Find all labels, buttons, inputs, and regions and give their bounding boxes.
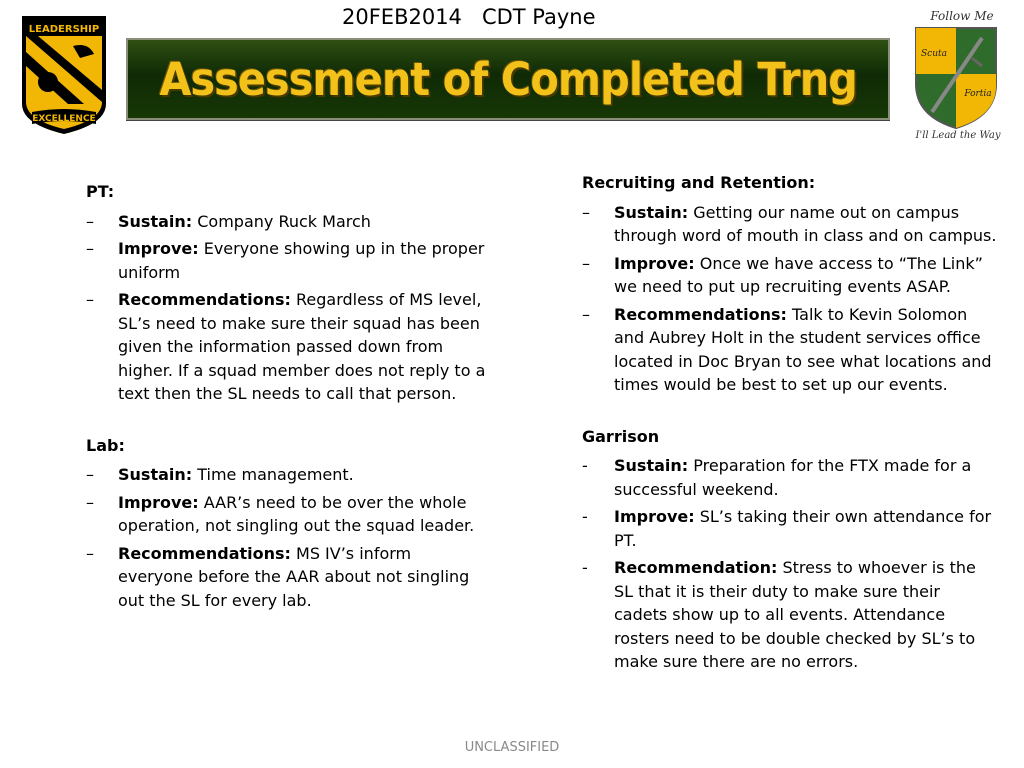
dash-bullet: – (582, 253, 590, 273)
item-text: Once we have access to “The Link” we need to put up recruiting events ASAP. (614, 253, 983, 296)
item-label: Recommendation: (614, 558, 778, 577)
item-text: Time management. (192, 465, 354, 484)
item-label: Improve: (614, 253, 695, 273)
item-text: Regardless of MS level, SL’s need to make sure their squad has been given the information passed down from higher. If a squad member does not reply to a text then the SL needs to call that person. (118, 290, 486, 403)
right-column (582, 171, 998, 678)
lab-section-title: Lab: (86, 435, 125, 455)
list-item (582, 454, 998, 501)
recruiting-section-title: Recruiting and Retention: (582, 173, 816, 192)
item-text: Everyone showing up in the proper uniform (118, 239, 485, 282)
item-text: Getting our name out on campus through word of mouth in class and on campus. (614, 202, 997, 245)
dash-bullet: – (86, 239, 94, 258)
list-item (86, 237, 491, 284)
item-label: Sustain: (118, 465, 193, 484)
item-text: SL’s taking their own attendance for PT. (614, 507, 992, 550)
item-label: Recommendations: (118, 543, 291, 563)
item-label: Improve: (118, 239, 199, 258)
dash-bullet: – (86, 492, 94, 512)
item-text: Company Ruck March (192, 211, 371, 231)
list-item (86, 288, 491, 406)
date-author-heading: 20FEB2014 CDT Payne (342, 5, 596, 29)
garrison-section-title: Garrison (582, 426, 660, 446)
item-label: Sustain: (614, 456, 689, 475)
title-banner (126, 38, 890, 120)
dash-bullet: – (86, 465, 94, 484)
item-text: Stress to whoever is the SL that it is their duty to make sure their cadets show up to all events. Attendance rosters need to be double checked by SL’s to make sure there are no errors. (614, 558, 976, 671)
list-item (582, 556, 998, 674)
list-item (86, 210, 491, 234)
logo-right-bottom-text: I'll Lead the Way (915, 130, 1001, 141)
follow-me-shield-logo (902, 4, 1010, 146)
left-column (86, 180, 491, 616)
item-label: Recommendations: (614, 304, 787, 324)
classification-footer: UNCLASSIFIED (464, 740, 560, 755)
item-label: Recommendations: (118, 290, 291, 309)
item-text: MS IV’s inform everyone before the AAR about not singling out the SL for every lab. (118, 543, 470, 610)
list-item (582, 201, 998, 248)
item-label: Sustain: (614, 202, 689, 222)
page-title: Assessment of Completed Trng (159, 52, 857, 106)
logo-right-top-text: Follow Me (930, 9, 994, 23)
list-item (86, 463, 491, 487)
hyphen-bullet: - (582, 558, 588, 577)
dash-bullet: – (86, 290, 94, 309)
dash-bullet: – (582, 304, 590, 324)
dash-bullet: – (86, 543, 94, 563)
hyphen-bullet: - (582, 507, 588, 526)
dash-bullet: – (582, 202, 590, 222)
list-item (582, 505, 998, 552)
logo-left-top-text: LEADERSHIP (28, 24, 100, 35)
item-text: Talk to Kevin Solomon and Aubrey Holt in the student services office located in Doc Bryan to see what locations and times would be best to set up our events. (614, 304, 992, 394)
dash-bullet: – (86, 211, 94, 231)
list-item (582, 252, 998, 299)
logo-right-left-panel: Scuta (921, 49, 947, 59)
hyphen-bullet: - (582, 456, 588, 475)
leadership-excellence-logo (18, 12, 110, 138)
item-label: Improve: (614, 507, 695, 526)
item-text: AAR’s need to be over the whole operation, not singling out the squad leader. (118, 492, 475, 535)
logo-right-right-panel: Fortia (964, 89, 992, 99)
list-item (582, 303, 998, 397)
list-item (86, 491, 491, 538)
item-text: Preparation for the FTX made for a successful weekend. (614, 456, 972, 499)
item-label: Sustain: (118, 211, 193, 231)
item-label: Improve: (118, 492, 199, 512)
logo-left-bottom-text: EXCELLENCE (32, 114, 96, 124)
pt-section-title: PT: (86, 182, 115, 201)
list-item (86, 542, 491, 613)
